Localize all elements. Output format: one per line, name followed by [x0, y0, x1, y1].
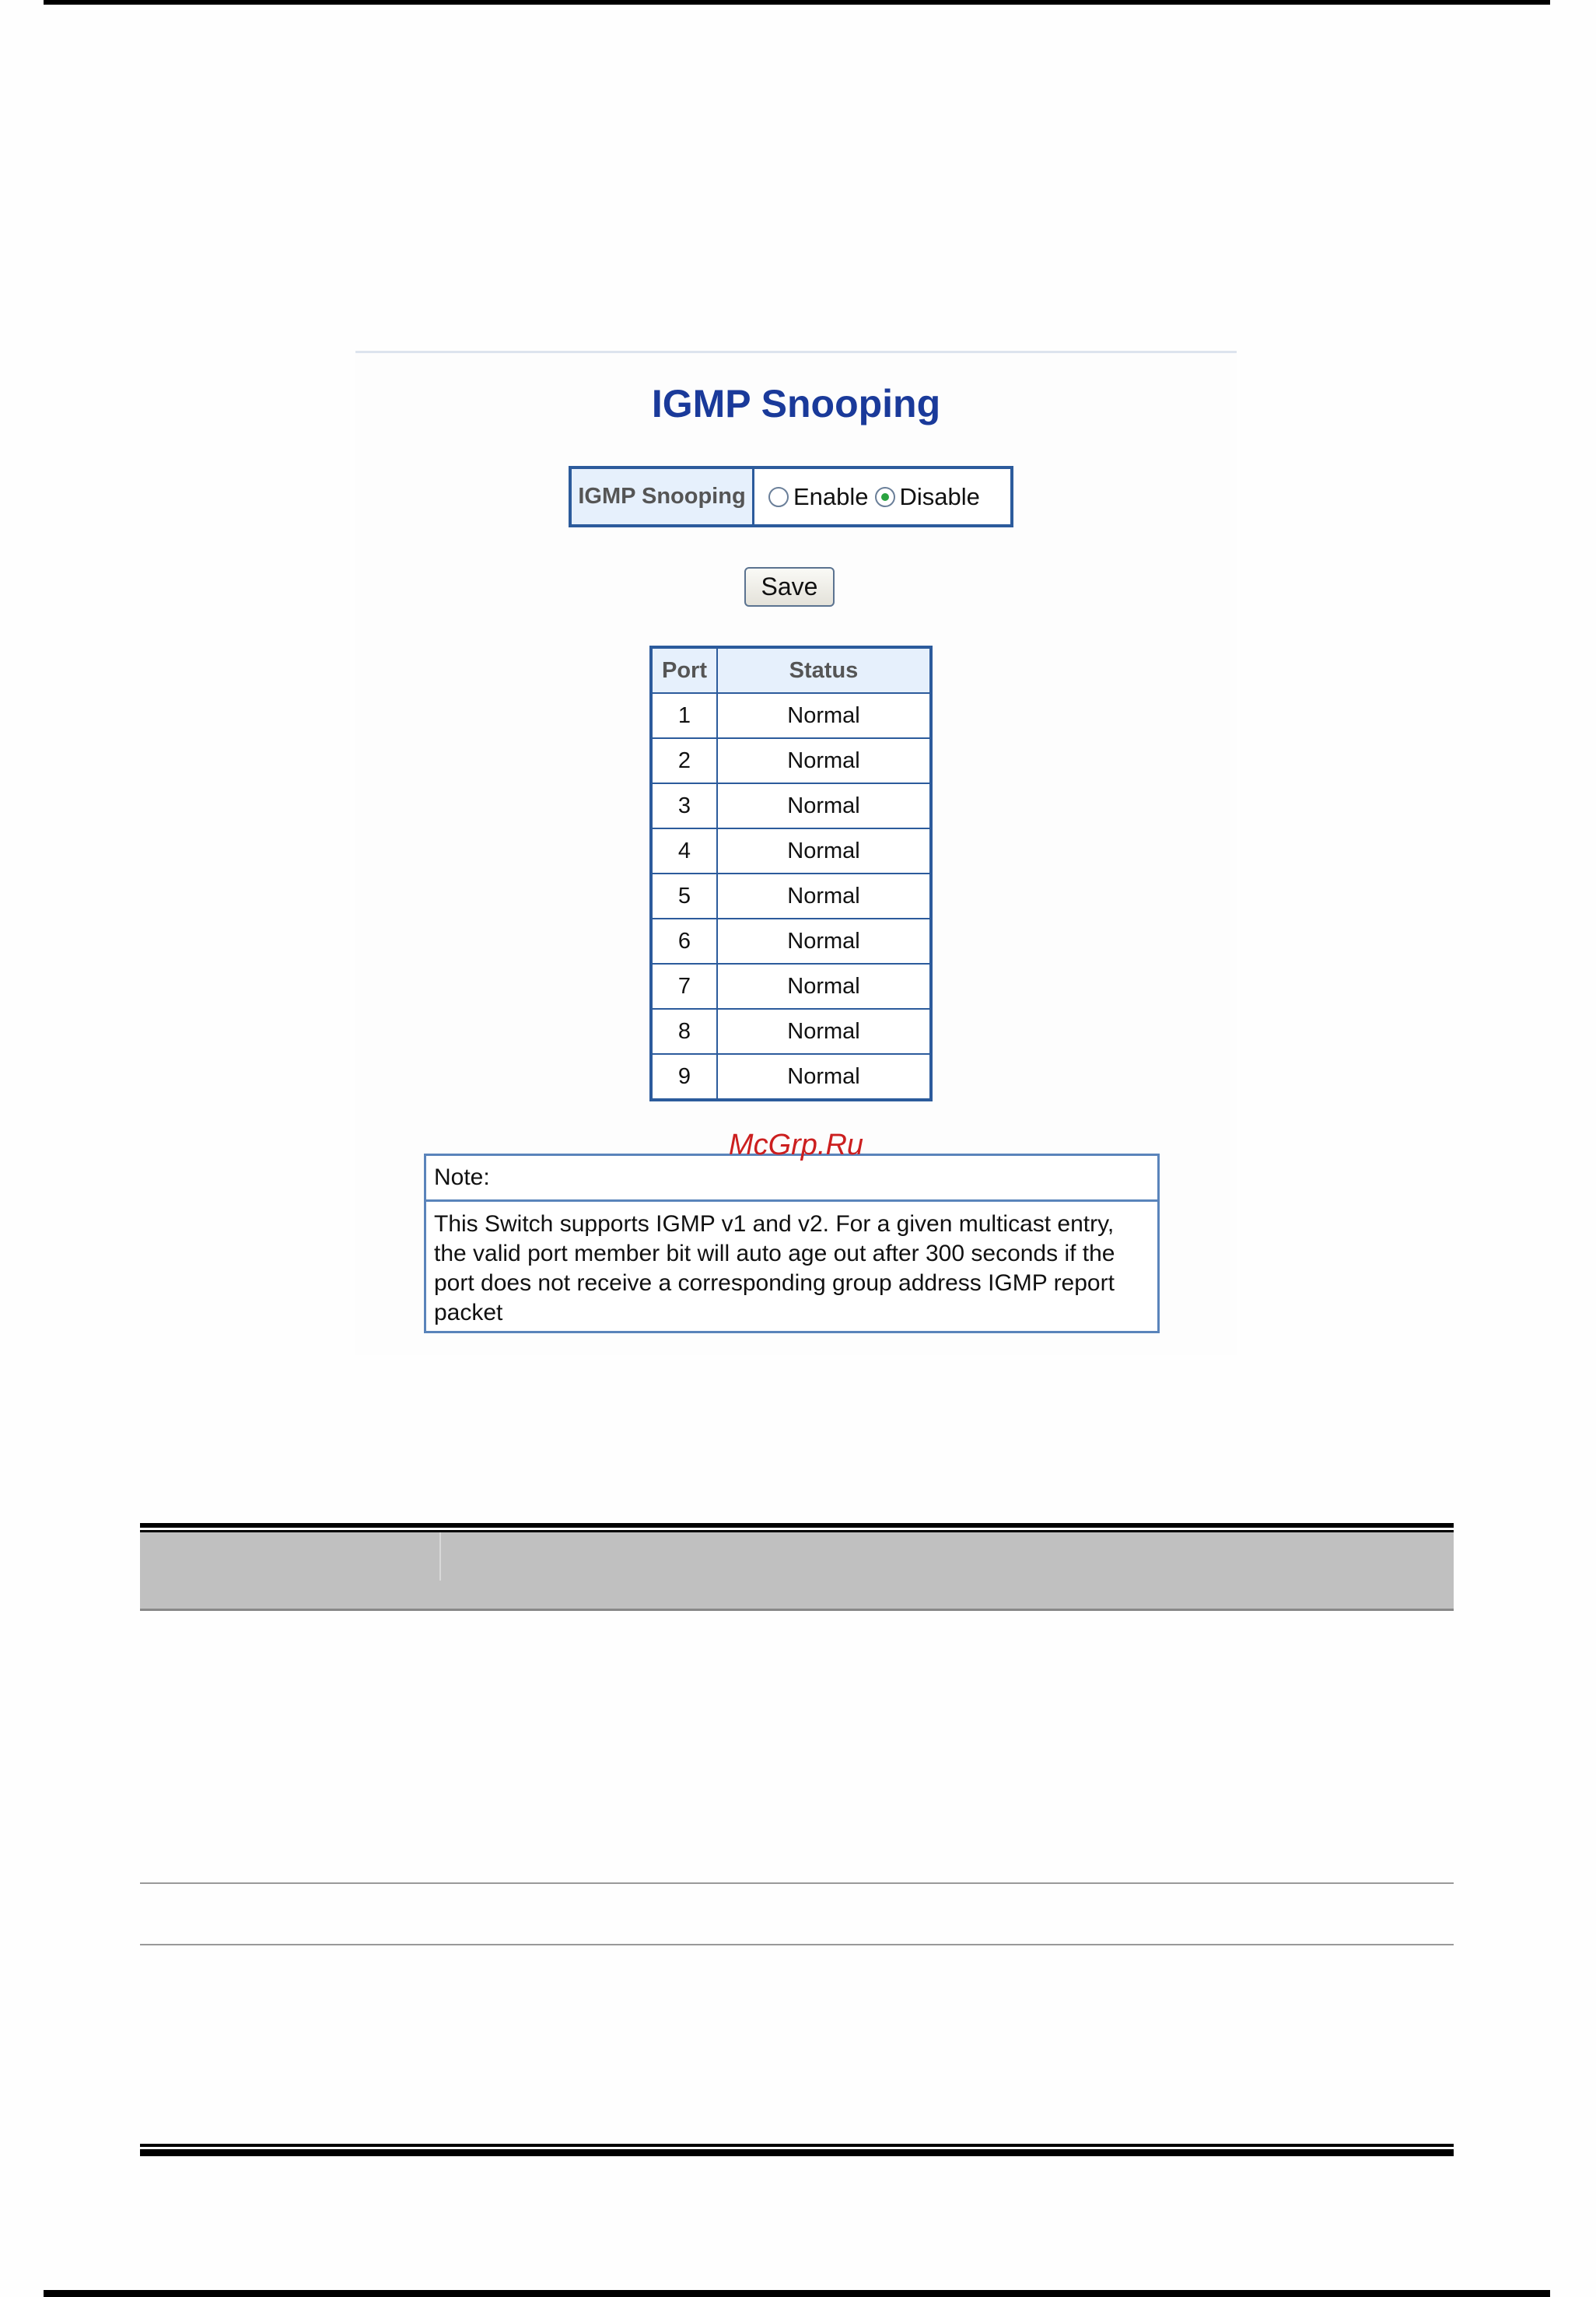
port-cell: 9	[651, 1054, 717, 1100]
table-row	[651, 738, 931, 783]
table-row	[651, 919, 931, 964]
port-header: Port	[651, 647, 717, 693]
port-cell: 8	[651, 1009, 717, 1054]
status-cell: Normal	[717, 1054, 931, 1100]
table-bottom-rule-thin	[140, 2144, 1454, 2147]
port-cell: 5	[651, 874, 717, 919]
table-bottom-rule	[140, 2149, 1454, 2156]
note-box	[424, 1154, 1160, 1333]
row-divider	[140, 1882, 1454, 1884]
disable-radio[interactable]	[875, 487, 895, 507]
igmp-config-table	[569, 466, 1013, 527]
port-cell: 1	[651, 693, 717, 738]
description-table-header	[140, 1532, 1454, 1611]
port-cell: 4	[651, 828, 717, 874]
igmp-mode-options	[754, 469, 1010, 524]
status-header: Status	[717, 647, 931, 693]
watermark: McGrp.Ru	[728, 1129, 864, 1161]
table-row	[651, 783, 931, 828]
header-column-divider	[439, 1532, 441, 1581]
port-cell: 6	[651, 919, 717, 964]
note-heading: Note:	[426, 1156, 1157, 1202]
status-cell: Normal	[717, 874, 931, 919]
table-row	[651, 693, 931, 738]
port-cell: 2	[651, 738, 717, 783]
table-row	[651, 964, 931, 1009]
table-row	[651, 874, 931, 919]
page-title: IGMP Snooping	[651, 382, 941, 425]
table-row	[651, 1009, 931, 1054]
table-row	[651, 828, 931, 874]
page-bottom-rule	[44, 2290, 1550, 2297]
port-cell: 7	[651, 964, 717, 1009]
igmp-snooping-screenshot	[355, 351, 1237, 1355]
page-top-rule	[44, 0, 1550, 5]
port-status-table	[649, 646, 933, 1101]
status-cell: Normal	[717, 738, 931, 783]
enable-label[interactable]: Enable	[793, 482, 869, 510]
status-cell: Normal	[717, 783, 931, 828]
igmp-snooping-label: IGMP Snooping	[572, 469, 754, 524]
table-row	[651, 1054, 931, 1100]
status-cell: Normal	[717, 919, 931, 964]
note-body: This Switch supports IGMP v1 and v2. For a given multicast entry, the valid port member bit will auto age out after 300 seconds if the port does not receive a corresponding group address IGMP report packet	[434, 1211, 1115, 1325]
save-button[interactable]: Save	[744, 567, 835, 607]
table-top-rule	[140, 1523, 1454, 1528]
status-cell: Normal	[717, 693, 931, 738]
status-cell: Normal	[717, 964, 931, 1009]
status-cell: Normal	[717, 1009, 931, 1054]
row-divider	[140, 1944, 1454, 1945]
port-cell: 3	[651, 783, 717, 828]
enable-radio[interactable]	[768, 487, 789, 507]
disable-label[interactable]: Disable	[899, 482, 980, 510]
status-cell: Normal	[717, 828, 931, 874]
